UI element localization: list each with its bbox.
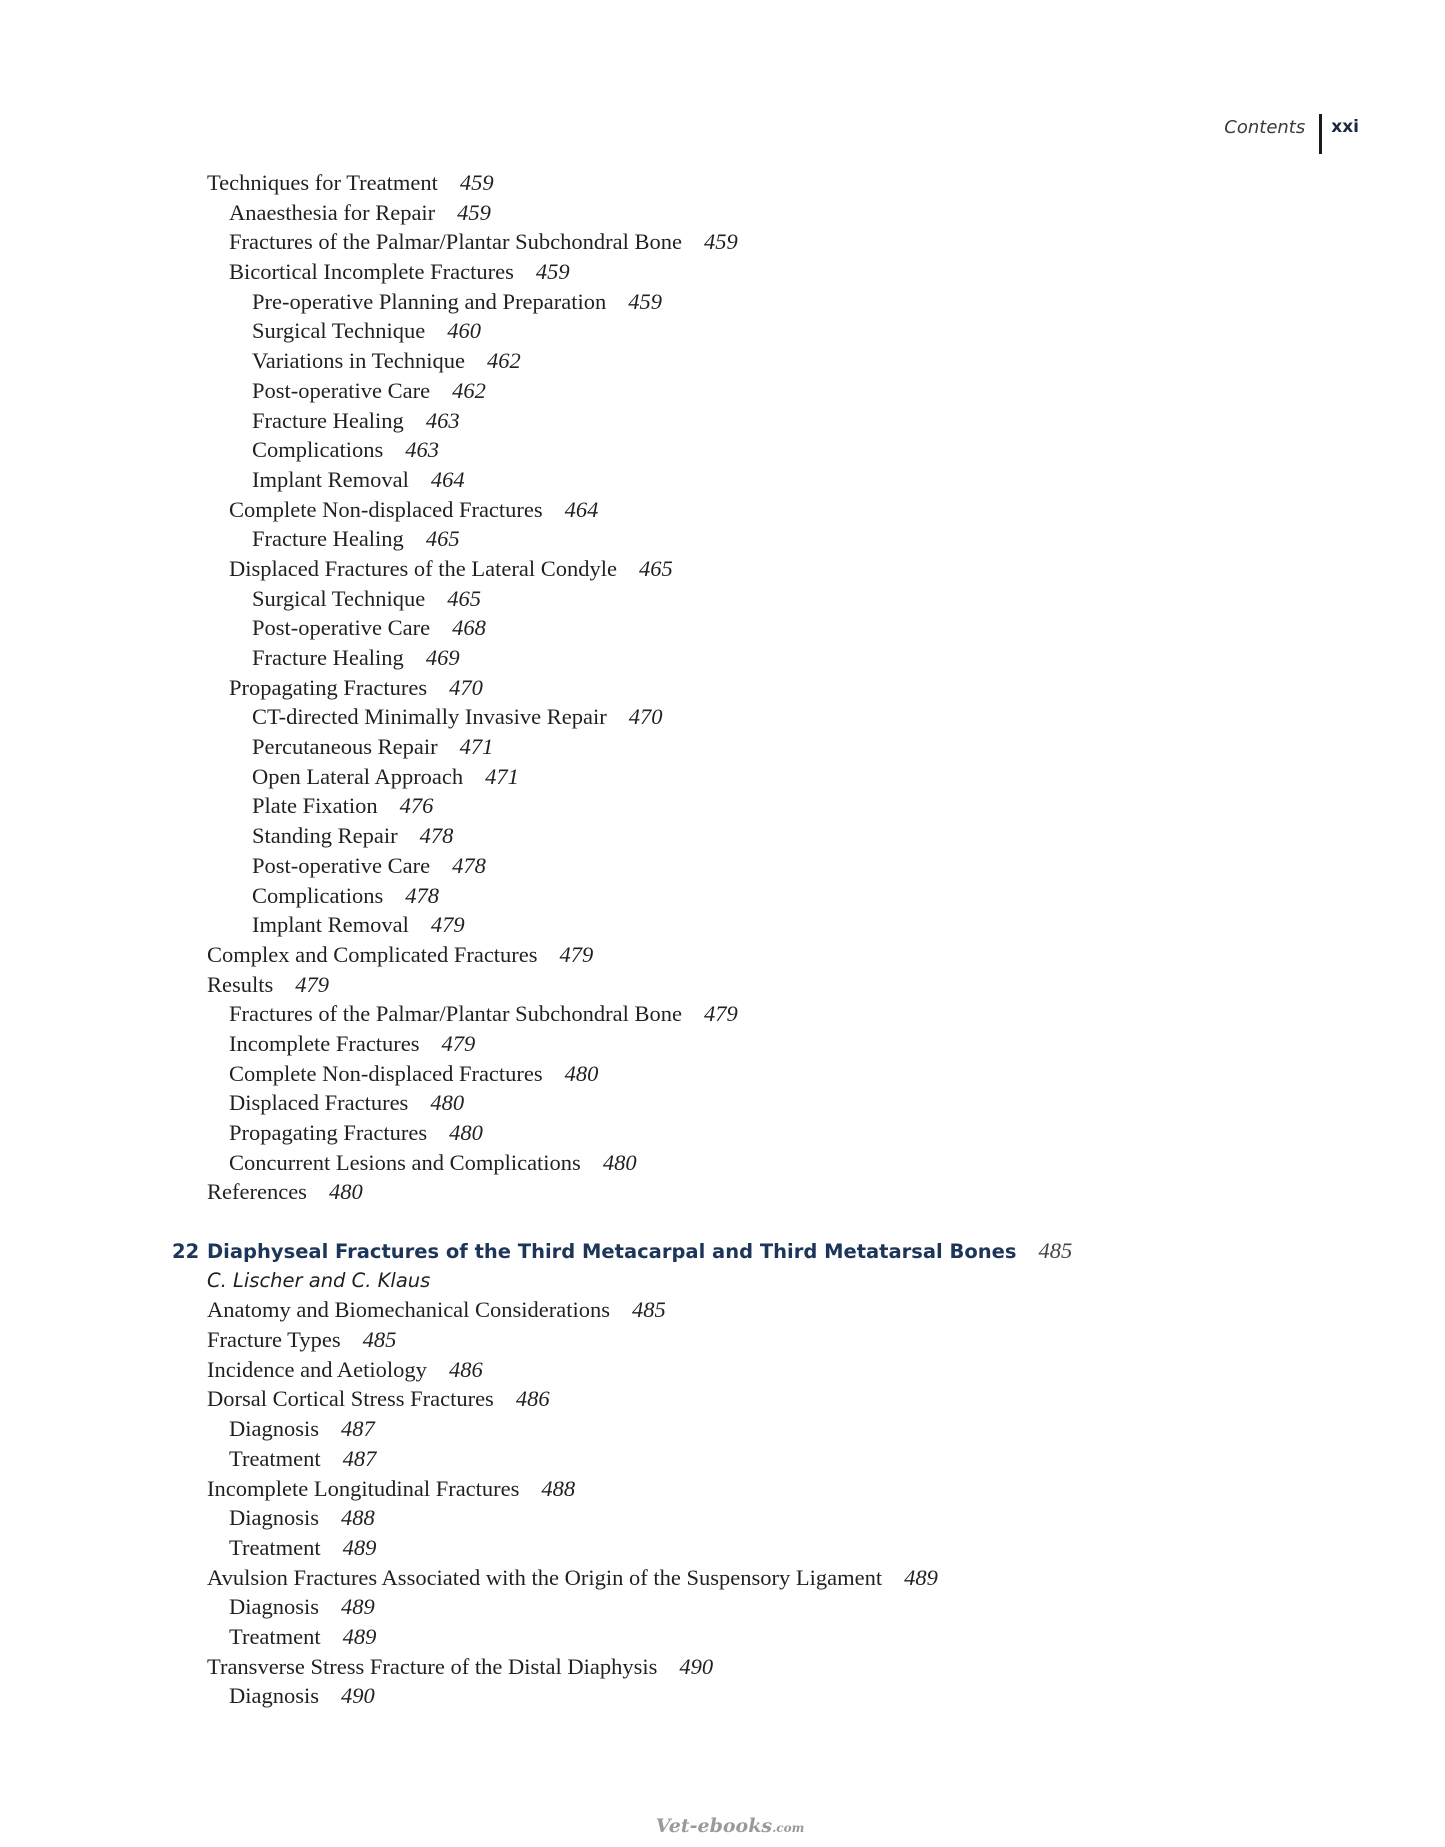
toc-entry[interactable] — [207, 495, 1307, 525]
toc-entry[interactable] — [207, 435, 1307, 465]
toc-entry-title: Techniques for Treatment — [207, 170, 438, 195]
toc-entry-title: Incomplete Longitudinal Fractures — [207, 1475, 520, 1501]
toc-entry[interactable] — [207, 1295, 1322, 1325]
toc-entry-page: 490 — [341, 1683, 375, 1709]
toc-entry[interactable] — [207, 406, 1307, 436]
toc-entry[interactable] — [207, 1592, 1322, 1622]
toc-entry-page: 488 — [341, 1505, 375, 1531]
toc-entry-page: 459 — [704, 229, 738, 255]
toc-entry[interactable] — [207, 1177, 1307, 1207]
toc-entry[interactable] — [207, 791, 1307, 821]
toc-entry[interactable] — [207, 1652, 1322, 1682]
toc-entry[interactable] — [207, 702, 1307, 732]
toc-entry[interactable] — [207, 198, 1307, 228]
toc-entry-title: Diagnosis — [229, 1505, 319, 1531]
toc-entry[interactable] — [207, 1148, 1307, 1178]
toc-entry-page: 488 — [541, 1475, 576, 1501]
toc-entry-title: Diagnosis — [229, 1683, 319, 1709]
toc-entry-title: Complications — [252, 882, 384, 908]
chapter-heading[interactable] — [172, 1236, 1322, 1266]
toc-entry-page: 465 — [638, 555, 673, 581]
toc-entry-page: 476 — [399, 793, 434, 819]
toc-entry-page: 471 — [485, 763, 519, 789]
toc-entry-title: Displaced Fractures of the Lateral Condyle — [229, 555, 617, 581]
toc-entry-page: 489 — [342, 1623, 377, 1649]
toc-entry-page: 470 — [628, 704, 663, 730]
toc-entry-title: Variations in Technique — [252, 348, 465, 374]
toc-entry[interactable] — [207, 643, 1307, 673]
toc-entry-title: Post-operative Care — [252, 615, 431, 641]
toc-entry-page: 478 — [452, 852, 486, 878]
toc-entry[interactable] — [207, 1059, 1307, 1089]
toc-entry-title: Surgical Technique — [252, 318, 426, 344]
toc-entry-title: Treatment — [229, 1534, 321, 1560]
toc-entry-page: 469 — [425, 645, 460, 670]
toc-entry-title: Pre-operative Planning and Preparation — [252, 288, 607, 314]
toc-entry[interactable] — [207, 1563, 1322, 1593]
toc-entry[interactable] — [207, 168, 1307, 198]
toc-entry-page: 489 — [342, 1534, 377, 1560]
running-head — [1224, 114, 1359, 158]
toc-entry-title: Results — [207, 971, 274, 997]
toc-entry-page: 468 — [452, 615, 486, 641]
toc-entry-page: 487 — [342, 1445, 377, 1471]
toc-entry-title: CT-directed Minimally Invasive Repair — [252, 704, 607, 730]
chapter-block — [172, 1236, 1322, 1711]
toc-list — [207, 168, 1307, 1207]
toc-entry-title: Fractures of the Palmar/Plantar Subchondral Bone — [229, 229, 683, 255]
toc-entry-page: 480 — [430, 1090, 465, 1116]
toc-entry[interactable] — [207, 821, 1307, 851]
toc-entry[interactable] — [207, 316, 1307, 346]
toc-entry[interactable] — [207, 732, 1307, 762]
toc-entry-title: Diagnosis — [229, 1416, 319, 1442]
toc-entry[interactable] — [207, 762, 1307, 792]
toc-entry-title: Diagnosis — [229, 1594, 319, 1620]
toc-entry[interactable] — [207, 584, 1307, 614]
toc-entry[interactable] — [207, 227, 1307, 257]
toc-entry-page: 463 — [425, 407, 460, 433]
toc-entry-page: 479 — [559, 941, 594, 967]
toc-entry[interactable] — [207, 1533, 1322, 1563]
toc-entry[interactable] — [207, 376, 1307, 406]
toc-entry-title: Transverse Stress Fracture of the Distal Diaphysis — [207, 1653, 658, 1679]
toc-entry[interactable] — [207, 554, 1307, 584]
toc-entry-page: 485 — [632, 1297, 666, 1323]
toc-entry-page: 459 — [459, 170, 494, 195]
toc-entry-page: 463 — [405, 437, 439, 463]
toc-entry-page: 465 — [425, 526, 460, 552]
toc-entry[interactable] — [207, 1444, 1322, 1474]
toc-entry-page: 462 — [486, 348, 521, 374]
toc-entry-title: Incomplete Fractures — [229, 1030, 420, 1056]
toc-entry-title: Open Lateral Approach — [252, 763, 464, 789]
toc-entry-page: 478 — [419, 823, 454, 849]
toc-entry-page: 490 — [679, 1653, 714, 1679]
toc-entry-title: Complications — [252, 437, 384, 463]
toc-entry[interactable] — [207, 1118, 1307, 1148]
toc-entry-title: Propagating Fractures — [229, 1120, 428, 1145]
toc-entry-page: 465 — [447, 585, 481, 611]
toc-entry-page: 479 — [295, 971, 330, 997]
toc-entry[interactable] — [207, 257, 1307, 287]
toc-entry[interactable] — [207, 1384, 1322, 1414]
toc-entry[interactable] — [207, 1503, 1322, 1533]
toc-entry-page: 489 — [904, 1564, 938, 1590]
toc-entry-page: 479 — [704, 1001, 738, 1027]
toc-entry[interactable] — [207, 524, 1307, 554]
toc-entry-page: 459 — [535, 259, 570, 285]
page-folio: xxi — [1331, 117, 1359, 137]
toc-entry-title: Percutaneous Repair — [252, 734, 438, 760]
toc-entry[interactable] — [207, 910, 1307, 940]
toc-entry-page: 489 — [341, 1594, 375, 1620]
toc-entry[interactable] — [207, 1414, 1322, 1444]
toc-entry-page: 486 — [515, 1386, 550, 1412]
toc-entry-title: Avulsion Fractures Associated with the Origin of the Suspensory Ligament — [207, 1564, 883, 1590]
toc-entry[interactable] — [207, 1622, 1322, 1652]
toc-entry-page: 479 — [441, 1030, 476, 1056]
toc-entry-page: 485 — [362, 1327, 397, 1353]
toc-entry[interactable] — [207, 613, 1307, 643]
toc-entry-title: Fracture Healing — [252, 526, 404, 552]
toc-entry-page: 470 — [449, 674, 483, 700]
toc-entry[interactable] — [207, 1474, 1322, 1504]
toc-entry-page: 460 — [447, 318, 481, 344]
toc-entry-title: Implant Removal — [252, 912, 409, 938]
watermark-suffix: .com — [772, 1821, 805, 1835]
toc-entry-page: 471 — [459, 734, 494, 760]
toc-entry-page: 459 — [628, 288, 663, 314]
toc-entry-page: 459 — [457, 199, 491, 225]
toc-entry-title: Surgical Technique — [252, 585, 426, 611]
toc-entry[interactable] — [207, 287, 1307, 317]
toc-entry-page: 480 — [449, 1120, 483, 1145]
toc-entry[interactable] — [207, 346, 1307, 376]
toc-entry-title: Plate Fixation — [252, 793, 378, 819]
toc-entry[interactable] — [207, 881, 1307, 911]
toc-entry-title: Fracture Healing — [252, 645, 404, 670]
toc-entry[interactable] — [207, 851, 1307, 881]
toc-entry-title: Treatment — [229, 1445, 321, 1471]
toc-entry-title: Implant Removal — [252, 466, 409, 492]
toc-entry-title: Fractures of the Palmar/Plantar Subchondral Bone — [229, 1001, 683, 1027]
toc-entry-page: 487 — [341, 1416, 375, 1442]
toc-entry[interactable] — [207, 1325, 1322, 1355]
toc-entry[interactable] — [207, 1355, 1322, 1385]
toc-entry-title: Displaced Fractures — [229, 1090, 409, 1116]
toc-entry-page: 480 — [564, 1060, 599, 1086]
toc-entry-title: Fracture Healing — [252, 407, 404, 433]
toc-entry[interactable] — [207, 1681, 1322, 1711]
toc-entry[interactable] — [207, 970, 1307, 1000]
toc-entry-title: Standing Repair — [252, 823, 398, 849]
toc-entry[interactable] — [207, 940, 1307, 970]
toc-entry-title: References — [207, 1179, 307, 1205]
toc-entry-title: Treatment — [229, 1623, 321, 1649]
chapter-page-number: 485 — [1038, 1238, 1073, 1263]
toc-entry[interactable] — [207, 465, 1307, 495]
toc-entry[interactable] — [207, 1029, 1307, 1059]
watermark-text: Vet-ebooks — [655, 1815, 773, 1837]
toc-entry-title: Anatomy and Biomechanical Considerations — [207, 1297, 611, 1323]
toc-entry-title: Complete Non-displaced Fractures — [229, 496, 543, 522]
toc-entry-page: 478 — [405, 882, 439, 908]
toc-entry[interactable] — [207, 999, 1307, 1029]
toc-entry-page: 480 — [328, 1179, 363, 1205]
toc-entry-page: 462 — [452, 377, 486, 403]
running-head-label: Contents — [1224, 117, 1306, 138]
toc-entry-title: Propagating Fractures — [229, 674, 428, 700]
chapter-title: Diaphyseal Fractures of the Third Metacarpal and Third Metatarsal Bones — [207, 1240, 1017, 1263]
toc-entry-title: Concurrent Lesions and Complications — [229, 1149, 581, 1175]
toc-entry-title: Post-operative Care — [252, 377, 431, 403]
watermark-logo — [655, 1815, 805, 1837]
toc-entry-page: 480 — [602, 1149, 637, 1175]
toc-entry[interactable] — [207, 1088, 1307, 1118]
toc-entry-page: 464 — [430, 466, 465, 492]
toc-entry-title: Dorsal Cortical Stress Fractures — [207, 1386, 494, 1412]
toc-entry-title: Fracture Types — [207, 1327, 341, 1353]
toc-entry[interactable] — [207, 673, 1307, 703]
toc-entry-title: Complex and Complicated Fractures — [207, 941, 538, 967]
toc-entry-title: Post-operative Care — [252, 852, 431, 878]
toc-entry-page: 486 — [448, 1356, 483, 1382]
toc-entry-title: Incidence and Aetiology — [207, 1356, 427, 1382]
toc-entry-title: Anaesthesia for Repair — [229, 199, 436, 225]
toc-entry-page: 479 — [430, 912, 465, 938]
chapter-number: 22 — [172, 1240, 200, 1263]
toc-entry-title: Bicortical Incomplete Fractures — [229, 259, 514, 285]
chapter-authors: C. Lischer and C. Klaus — [207, 1268, 431, 1292]
toc-entry-title: Complete Non-displaced Fractures — [229, 1060, 543, 1086]
chapter-toc-list — [172, 1295, 1322, 1711]
toc-entry-page: 464 — [564, 496, 599, 522]
